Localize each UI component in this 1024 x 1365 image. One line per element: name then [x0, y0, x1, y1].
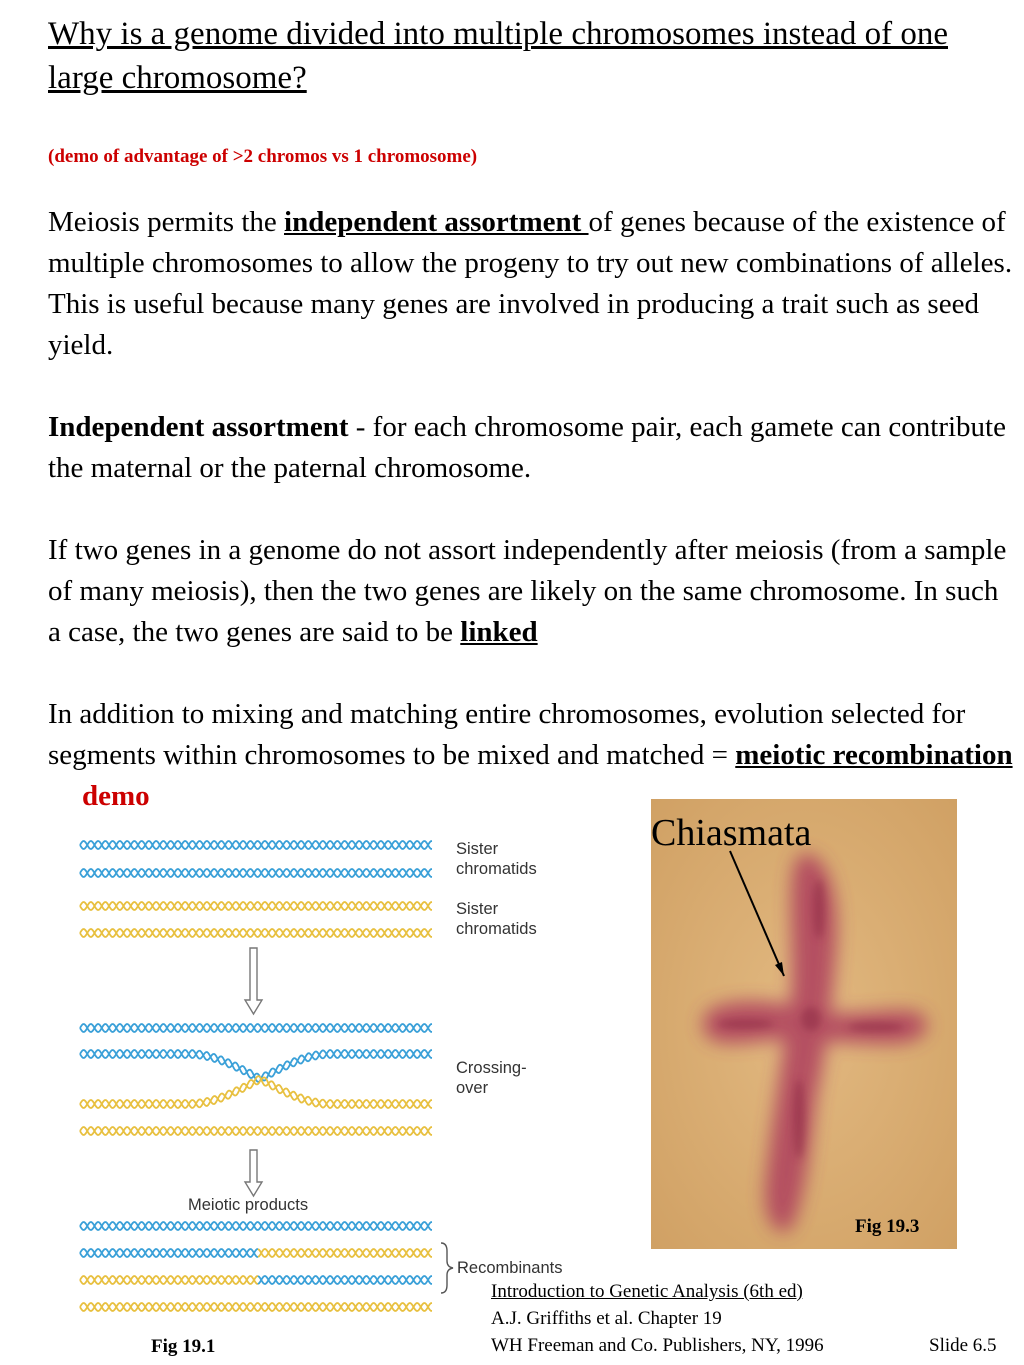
- label-meiotic-products: Meiotic products: [188, 1196, 309, 1214]
- chromatid-strand: [260, 1077, 432, 1108]
- down-arrow-icon: [245, 948, 262, 1014]
- page-title: Why is a genome divided into multiple chromosomes instead of one large chromosome?: [48, 16, 948, 96]
- term-meiotic-recombination: meiotic recombination: [735, 739, 1013, 771]
- demo-note: (demo of advantage of >2 chromos vs 1 chromosome): [48, 146, 478, 167]
- para2-text: - for each chromosome pair, each gamete can contribute the maternal or the paternal chromosome.: [48, 411, 1006, 484]
- chromatid-strands: [80, 841, 432, 1311]
- chiasmata-micrograph: [651, 799, 957, 1249]
- paragraph-linked: [48, 530, 1013, 653]
- label-recombinants: Recombinants: [457, 1259, 563, 1277]
- para1-text-pre: Meiosis permits the: [48, 206, 285, 238]
- citation-book: Introduction to Genetic Analysis (6th ed): [491, 1281, 803, 1302]
- para1-text-post: of genes because of the existence of multiple chromosomes to allow the progeny to try out new combinations of alleles. This is useful because many genes are involved in producing a trait such as seed yield.: [48, 206, 1013, 361]
- term-linked: linked: [460, 616, 538, 648]
- brace-icon: [441, 1243, 453, 1293]
- paragraph-meiosis: [48, 202, 1013, 366]
- crossing-over-figure: [60, 828, 600, 1318]
- citation-publisher: WH Freeman and Co. Publishers, NY, 1996: [491, 1335, 824, 1356]
- label-crossing-over: Crossing- over: [456, 1059, 527, 1097]
- label-sister-chromatids-1: Sister chromatids: [456, 840, 537, 878]
- fig-19-1-caption: Fig 19.1: [151, 1336, 216, 1357]
- slide-number: Slide 6.5: [929, 1335, 997, 1356]
- chiasmata-label: Chiasmata: [651, 812, 812, 854]
- term-independent-assortment: independent assortment: [284, 206, 589, 238]
- paragraph-independent-assortment: [48, 407, 1013, 489]
- label-sister-chromatids-2: Sister chromatids: [456, 900, 537, 938]
- down-arrow-icon: [245, 1150, 262, 1196]
- demo-link[interactable]: demo: [82, 780, 150, 812]
- term-independent-assortment-def: Independent assortment: [48, 411, 349, 443]
- chromatid-strand: [260, 1050, 432, 1081]
- citation-authors: A.J. Griffiths et al. Chapter 19: [491, 1308, 722, 1329]
- para3-text: If two genes in a genome do not assort independently after meiosis (from a sample of many meiosis), then the two genes are likely on the same chromosome. In such a case, the two genes are said to be: [48, 534, 1007, 648]
- para4-text: In addition to mixing and matching entire chromosomes, evolution selected for segments within chromosomes to be mixed and matched =: [48, 698, 966, 771]
- fig-19-3-caption: Fig 19.3: [855, 1216, 920, 1237]
- chiasmata-image: [651, 799, 957, 1249]
